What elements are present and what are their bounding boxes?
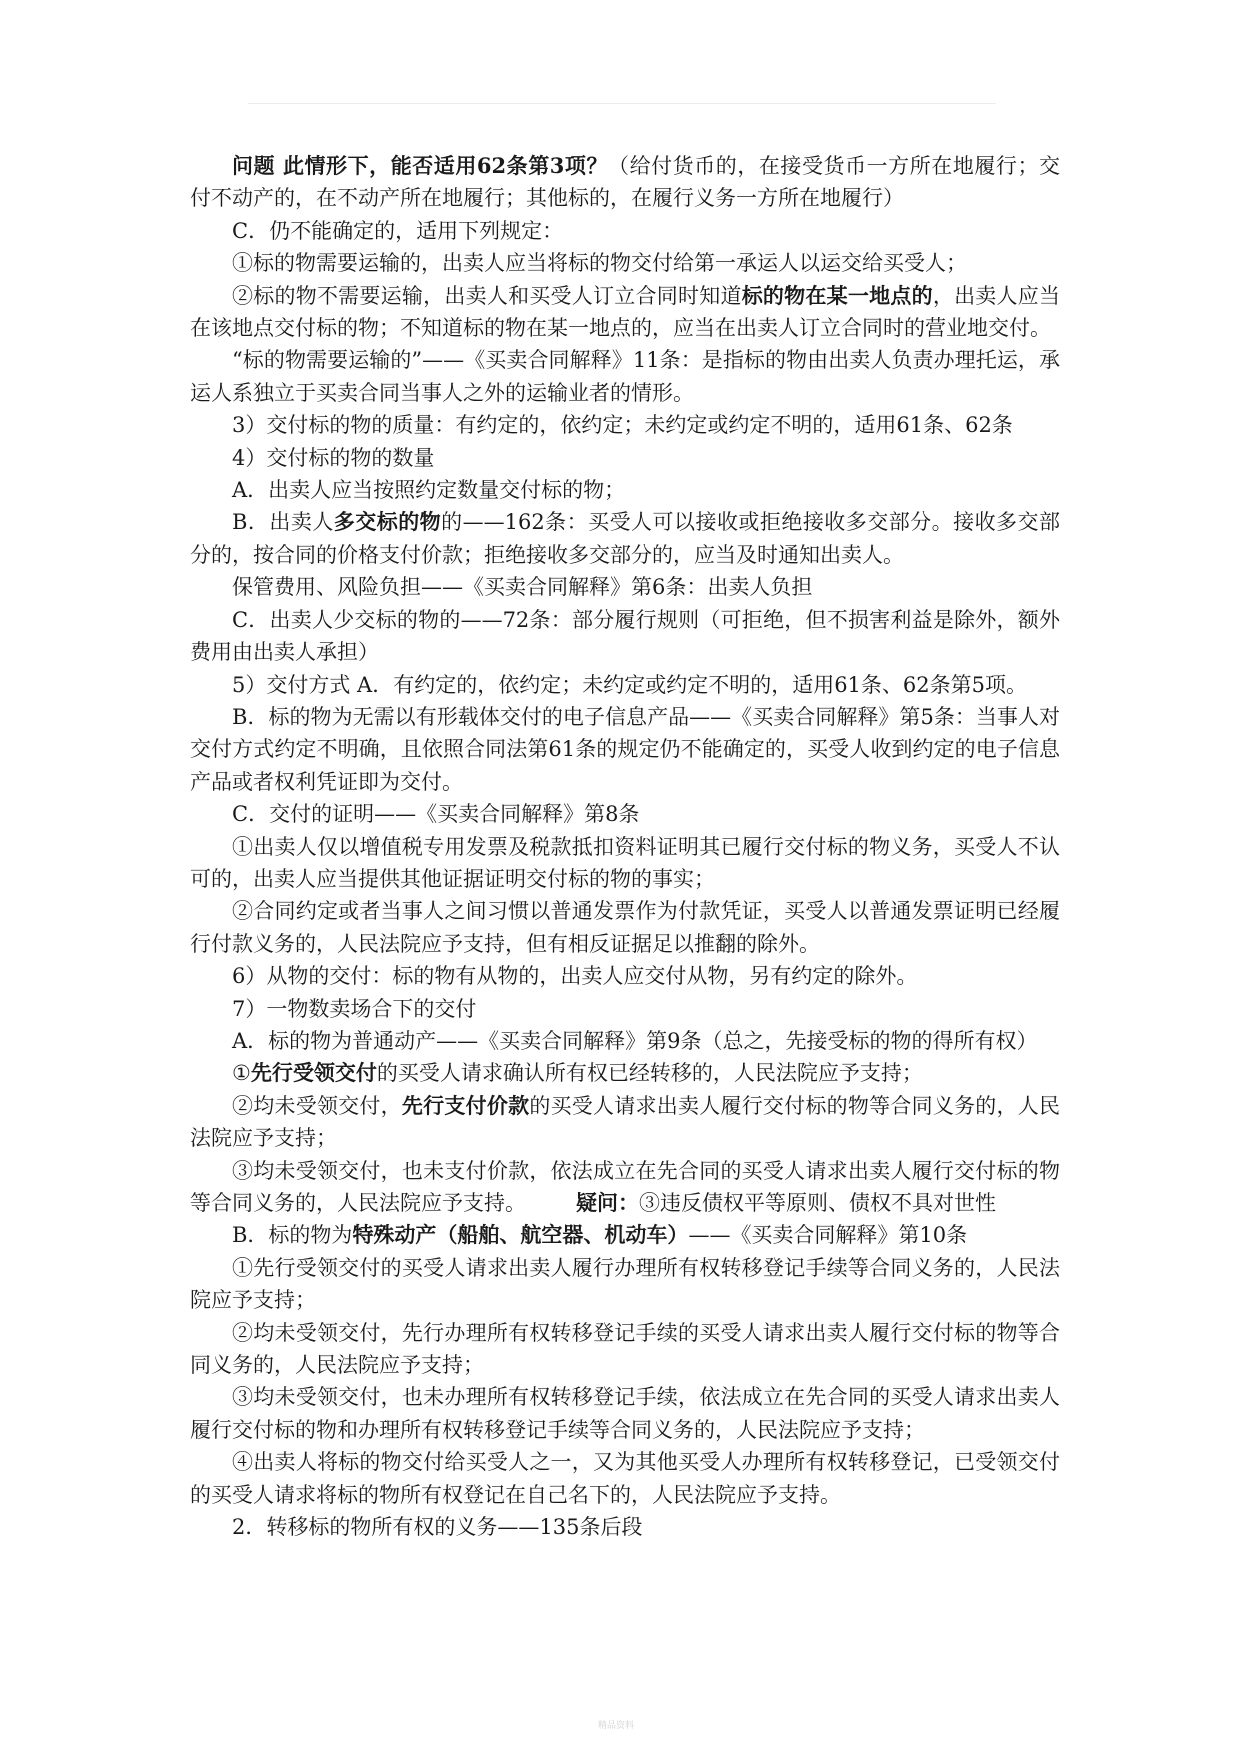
- bold-text: 特殊动产（船舶、航空器、机动车）: [352, 1222, 689, 1248]
- text-segment: C．出卖人少交标的物的——72条：部分履行规则（可拒绝，但不损害利益是除外，额外费用由出卖人承担）: [190, 607, 1060, 665]
- bold-text: 先行受领交付: [250, 1060, 377, 1086]
- paragraph: [190, 1155, 1060, 1220]
- text-segment: ①出卖人仅以增值税专用发票及税款抵扣资料证明其已履行交付标的物义务，买受人不认可的，出卖人应当提供其他证据证明交付标的物的事实；: [190, 834, 1060, 891]
- paragraph: [190, 1381, 1060, 1446]
- text-segment: 保管费用、风险负担——《买卖合同解释》第6条：出卖人负担: [232, 575, 813, 600]
- text-segment: B．出卖人: [232, 510, 334, 535]
- text-segment: ①: [232, 1061, 251, 1086]
- paragraph: [190, 1511, 1060, 1543]
- paragraph: [190, 701, 1060, 798]
- text-segment: 5）交付方式 A．有约定的，依约定；未约定或约定不明的，适用61条、62条第5项。: [232, 672, 1028, 697]
- header-rule: [248, 103, 996, 104]
- paragraph: [190, 344, 1060, 409]
- paragraph: [190, 831, 1060, 896]
- text-segment: 6）从物的交付：标的物有从物的，出卖人应交付从物，另有约定的除外。: [232, 964, 918, 989]
- text-segment: ，出卖人应当在该地点交付标的物；不知道标的物在某一地点的，应当在出卖人订立合同时的营业地交付。: [190, 283, 1061, 341]
- paragraph: [190, 506, 1060, 571]
- text-segment: ①标的物需要运输的，出卖人应当将标的物交付给第一承运人以运交给买受人；: [232, 251, 967, 276]
- text-segment: 的——162条：买受人可以接收或拒绝接收多交部分。接收多交部分的，按合同的价格支付价款；拒绝接收多交部分的，应当及时通知出卖人。: [190, 510, 1060, 567]
- paragraph: [190, 895, 1060, 960]
- text-segment: 3）交付标的物的质量：有约定的，依约定；未约定或约定不明的，适用61条、62条: [232, 413, 1013, 438]
- paragraph: [190, 993, 1060, 1025]
- paragraph: [190, 1446, 1060, 1511]
- text-segment: ③均未受领交付，也未办理所有权转移登记手续，依法成立在先合同的买受人请求出卖人履行交付标的物和办理所有权转移登记手续等合同义务的，人民法院应予支持；: [190, 1385, 1060, 1442]
- bold-text: 先行支付价款: [401, 1092, 530, 1118]
- bold-text: 多交标的物: [333, 509, 442, 535]
- text-segment: 的买受人请求确认所有权已经转移的，人民法院应予支持；: [376, 1061, 923, 1086]
- document-body: [190, 150, 1060, 1543]
- paragraph: [190, 1252, 1060, 1317]
- bold-text: 疑问：: [576, 1190, 639, 1215]
- text-segment: ②合同约定或者当事人之间习惯以普通发票作为付款凭证，买受人以普通发票证明已经履行付款义务的，人民法院应予支持，但有相反证据足以推翻的除外。: [190, 899, 1060, 956]
- text-segment: ③违反债权平等原则、债权不具对世性: [639, 1191, 996, 1215]
- text-segment: ——《买卖合同解释》第10条: [688, 1223, 968, 1248]
- text-segment: “标的物需要运输的”——《买卖合同解释》11条：是指标的物由出卖人负责办理托运，承运人系独立于买卖合同当事人之外的运输业者的情形。: [190, 348, 1060, 405]
- text-segment: ③均未受领交付，也未支付价款，依法成立在先合同的买受人请求出卖人履行交付标的物等合同义务的，人民法院应予支持。: [190, 1158, 1060, 1215]
- text-segment: 7）一物数卖场合下的交付: [232, 996, 477, 1021]
- text-segment: ④出卖人将标的物交付给买受人之一，又为其他买受人办理所有权转移登记，已受领交付的买受人请求将标的物所有权登记在自己名下的，人民法院应予支持。: [190, 1450, 1060, 1507]
- paragraph: [190, 409, 1060, 441]
- paragraph: [190, 1090, 1060, 1155]
- text-segment: ②均未受领交付，: [232, 1093, 402, 1118]
- paragraph: [190, 604, 1060, 669]
- paragraph: [190, 960, 1060, 992]
- bold-text: 标的物在某一地点的: [741, 282, 933, 308]
- paragraph: [190, 215, 1060, 247]
- text-segment: ①先行受领交付的买受人请求出卖人履行办理所有权转移登记手续等合同义务的，人民法院应予支持；: [190, 1255, 1060, 1313]
- paragraph: [190, 798, 1060, 830]
- text-segment: ②标的物不需要运输，出卖人和买受人订立合同时知道: [232, 283, 742, 308]
- paragraph: [190, 1219, 1060, 1251]
- paragraph: [190, 1025, 1060, 1057]
- text-segment: 2．转移标的物所有权的义务——135条后段: [232, 1515, 643, 1540]
- paragraph: [190, 1317, 1060, 1382]
- paragraph: [190, 442, 1060, 474]
- text-segment: 4）交付标的物的数量: [232, 445, 435, 470]
- paragraph: [190, 669, 1060, 701]
- paragraph: [190, 571, 1060, 603]
- text-segment: C．仍不能确定的，适用下列规定：: [232, 218, 564, 243]
- text-segment: 的买受人请求出卖人履行交付标的物等合同义务的，人民法院应予支持；: [190, 1093, 1061, 1151]
- text-segment: B．标的物为无需以有形载体交付的电子信息产品——《买卖合同解释》第5条：当事人对交付方式约定不明确，且依照合同法第61条的规定仍不能确定的，买受人收到约定的电子信息产品或者权利凭证即为交付。: [190, 704, 1060, 794]
- paragraph: [190, 474, 1060, 506]
- text-segment: C．交付的证明——《买卖合同解释》第8条: [232, 802, 640, 827]
- text-segment: A．标的物为普通动产——《买卖合同解释》第9条（总之，先接受标的物的得所有权）: [232, 1028, 1038, 1053]
- footer-watermark: 精品资料: [598, 1721, 635, 1731]
- text-segment: A．出卖人应当按照约定数量交付标的物；: [232, 478, 626, 503]
- text-segment: ②均未受领交付，先行办理所有权转移登记手续的买受人请求出卖人履行交付标的物等合同义务的，人民法院应予支持；: [190, 1320, 1060, 1378]
- paragraph: [190, 280, 1060, 345]
- text-segment: （给付货币的，在接受货币一方所在地履行；交付不动产的，在不动产所在地履行；其他标的，在履行义务一方所在地履行）: [190, 154, 1060, 211]
- paragraph: [190, 150, 1060, 215]
- paragraph: [190, 1057, 1060, 1089]
- text-segment: B．标的物为: [232, 1223, 353, 1248]
- bold-text: 问题 此情形下，能否适用62条第3项？: [232, 153, 609, 178]
- paragraph: [190, 247, 1060, 279]
